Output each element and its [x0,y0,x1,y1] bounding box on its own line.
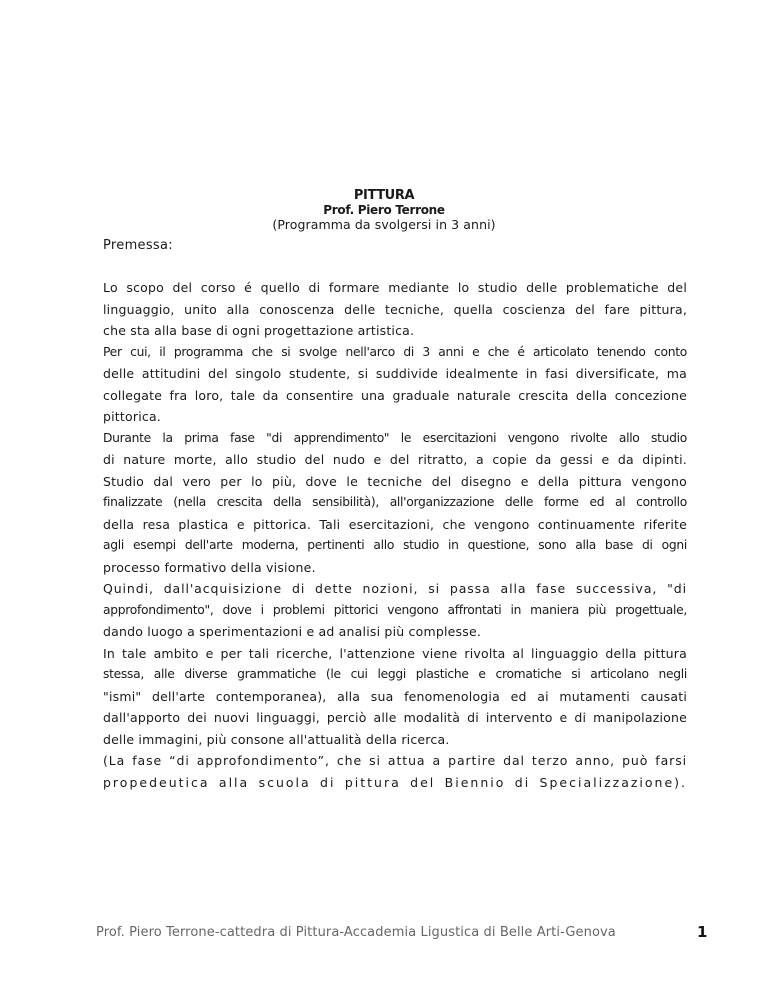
section-heading: Premessa: [103,238,173,253]
text-line: che sta alla base di ogni progettazione artistica. [103,323,415,338]
text-line: delle immagini, più consone all'attualità della ricerca. [103,731,450,747]
text-line: (La fase “di approfondimento”, che si attua a partire dal terzo anno, può farsi [103,753,687,768]
text-line: di nature morte, allo studio del nudo e del ritratto, a copie da gessi e da dipinti. [103,452,687,467]
text-line: approfondimento", dove i problemi pittorici vengono affrontati in maniera più progettuale, [103,602,687,617]
text-line: agli esempi dell'arte moderna, pertinenti allo studio in questione, sono alla base di ogni [103,538,687,552]
text-line: Quindi, dall'acquisizione di dette nozioni, si passa alla fase successiva, "di [103,581,687,596]
text-line: stessa, alle diverse grammatiche (le cui leggi plastiche e cromatiche si articolano negli [103,667,687,681]
document-subtitle: (Programma da svolgersi in 3 anni) [272,217,496,232]
text-line: collegate fra loro, tale da consentire una graduale naturale crescita della concezione [103,387,687,403]
text-line: linguaggio, unito alla conoscenza delle tecniche, quella coscienza del fare pittura, [103,301,687,317]
text-line: In tale ambito e per tali ricerche, l'attenzione viene rivolta al linguaggio della pittura [103,645,687,661]
text-line: Durante la prima fase "di apprendimento" le esercitazioni vengono rivolte allo studio [103,430,687,445]
text-line: Studio dal vero per lo più, dove le tecniche del disegno e della pittura vengono [103,473,687,489]
page-number: 1 [697,923,708,941]
text-line: processo formativo della visione. [103,559,316,575]
text-line: pittorica. [103,409,161,424]
page-footer: Prof. Piero Terrone-cattedra di Pittura-Accademia Ligustica di Belle Arti-Genova [96,925,616,940]
text-line: Lo scopo del corso é quello di formare mediante lo studio delle problematiche del [103,280,687,295]
document-author: Prof. Piero Terrone [323,203,445,217]
body-paragraphs [103,277,687,793]
text-line: propedeutica alla scuola di pittura del Biennio di Specializzazione). [103,774,687,790]
text-line: finalizzate (nella crescita della sensibilità), all'organizzazione delle forme ed al controllo [103,495,687,509]
text-line: Per cui, il programma che si svolge nell'arco di 3 anni e che é articolato tenendo conto [103,344,687,359]
text-line: dando luogo a sperimentazioni e ad analisi più complesse. [103,624,482,639]
text-line: dall'apporto dei nuovi linguaggi, perciò alle modalità di intervento e di manipolazione [103,710,687,725]
text-line: della resa plastica e pittorica. Tali esercitazioni, che vengono continuamente riferite [103,516,687,532]
document-title: PITTURA [353,188,415,203]
text-line: "ismi" dell'arte contemporanea), alla sua fenomenologia ed ai mutamenti causati [103,688,687,704]
text-line: delle attitudini del singolo studente, si suddivide idealmente in fasi diversificate, ma [103,366,687,381]
